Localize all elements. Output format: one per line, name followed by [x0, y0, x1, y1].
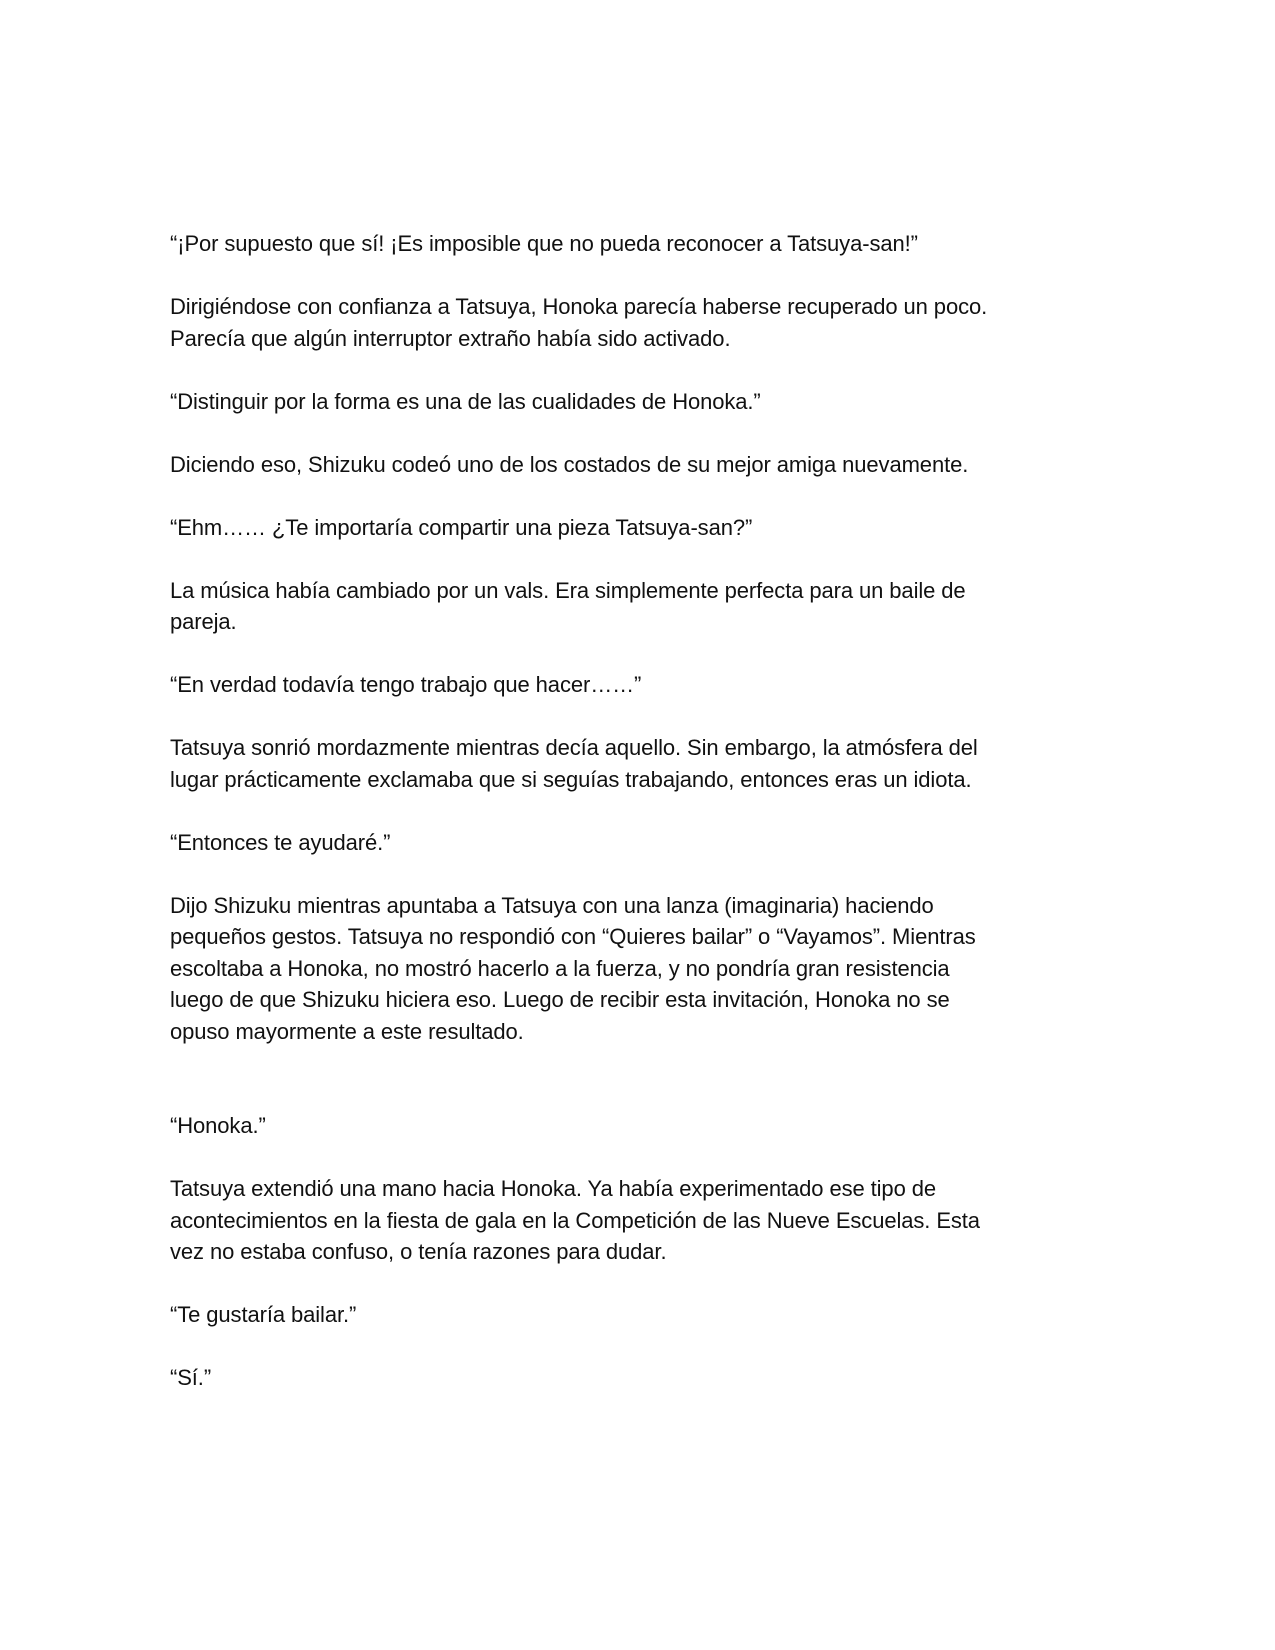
- text-line: Tatsuya sonrió mordazmente mientras decía aquello. Sin embargo, la atmósfera del: [170, 735, 978, 760]
- dialogue-paragraph: [170, 512, 1070, 544]
- text-line: Dijo Shizuku mientras apuntaba a Tatsuya con una lanza (imaginaria) haciendo: [170, 892, 934, 918]
- dialogue-paragraph: [170, 386, 1070, 418]
- narration-paragraph: [170, 732, 1070, 795]
- text-line: “¡Por supuesto que sí! ¡Es imposible que no pueda reconocer a Tatsuya-san!”: [170, 231, 918, 256]
- text-line: pareja.: [170, 609, 237, 634]
- text-line: vez no estaba confuso, o tenía razones para dudar.: [170, 1239, 667, 1264]
- dialogue-paragraph: [170, 228, 1070, 260]
- dialogue-paragraph: [170, 827, 1070, 859]
- narration-paragraph: [170, 575, 1070, 638]
- text-line: Tatsuya extendió una mano hacia Honoka. Ya había experimentado ese tipo de: [170, 1176, 936, 1201]
- text-line: “Te gustaría bailar.”: [170, 1302, 357, 1327]
- text-line: opuso mayormente a este resultado.: [170, 1018, 524, 1044]
- text-line: “Entonces te ayudaré.”: [170, 829, 391, 855]
- text-line: La música había cambiado por un vals. Era simplemente perfecta para un baile de: [170, 577, 966, 603]
- page-body: [170, 228, 1070, 1425]
- text-line: pequeños gestos. Tatsuya no respondió con “Quieres bailar” o “Vayamos”. Mientras: [170, 924, 976, 949]
- narration-paragraph: [170, 1173, 1070, 1268]
- narration-paragraph: [170, 449, 1070, 481]
- narration-paragraph: [170, 890, 1070, 1048]
- text-line: “Ehm…… ¿Te importaría compartir una pieza Tatsuya-san?”: [170, 514, 753, 540]
- text-line: “Sí.”: [170, 1365, 212, 1390]
- dialogue-paragraph: [170, 669, 1070, 701]
- text-line: Dirigiéndose con confianza a Tatsuya, Honoka parecía haberse recuperado un poco.: [170, 294, 988, 319]
- text-line: acontecimientos en la fiesta de gala en la Competición de las Nueve Escuelas. Esta: [170, 1207, 980, 1233]
- text-line: “Honoka.”: [170, 1113, 266, 1138]
- text-line: escoltaba a Honoka, no mostró hacerlo a la fuerza, y no pondría gran resistencia: [170, 955, 950, 981]
- text-line: luego de que Shizuku hiciera eso. Luego de recibir esta invitación, Honoka no se: [170, 987, 950, 1012]
- narration-paragraph: [170, 291, 1070, 354]
- text-line: “En verdad todavía tengo trabajo que hacer……”: [170, 672, 642, 697]
- text-line: lugar prácticamente exclamaba que si seguías trabajando, entonces eras un idiota.: [170, 766, 972, 792]
- dialogue-paragraph: [170, 1299, 1070, 1331]
- text-line: Parecía que algún interruptor extraño había sido activado.: [170, 325, 731, 351]
- text-line: Diciendo eso, Shizuku codeó uno de los costados de su mejor amiga nuevamente.: [170, 451, 969, 477]
- text-line: “Distinguir por la forma es una de las cualidades de Honoka.”: [170, 388, 761, 414]
- dialogue-paragraph: [170, 1110, 1070, 1142]
- dialogue-paragraph: [170, 1362, 1070, 1394]
